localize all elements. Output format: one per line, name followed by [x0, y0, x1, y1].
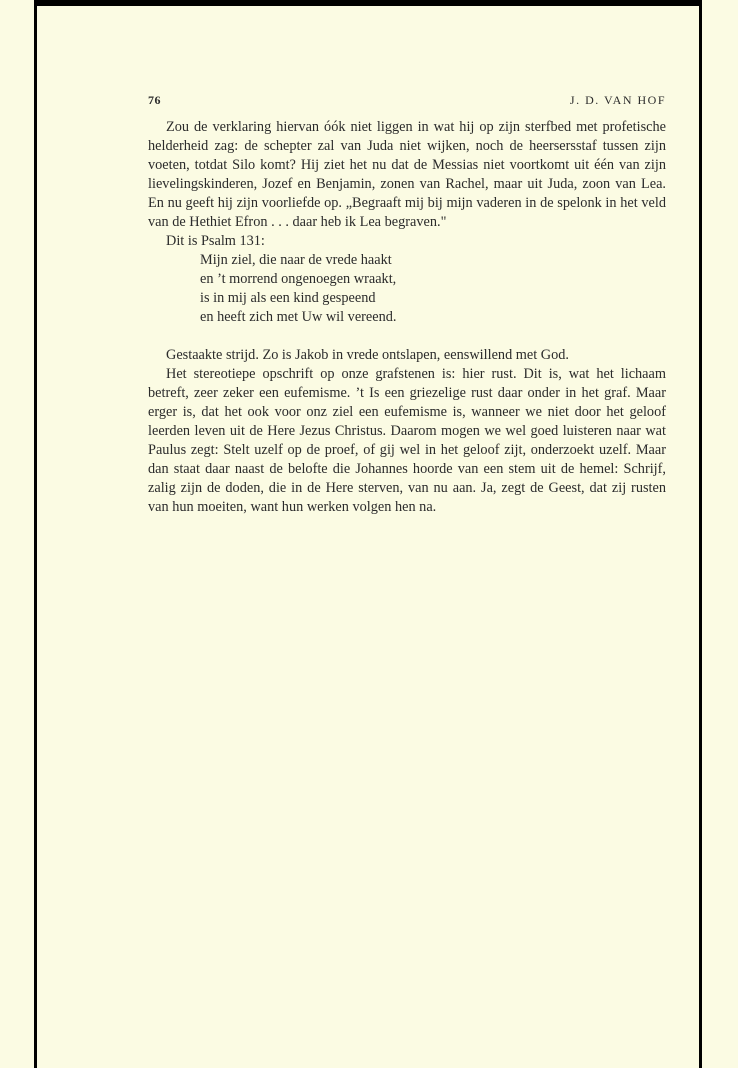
psalm-verse	[200, 251, 666, 327]
psalm-intro: Dit is Psalm 131:	[166, 233, 265, 249]
scan-edge-left	[34, 0, 37, 1068]
verse-line: is in mij als een kind gespeend	[200, 290, 376, 306]
verse-line: Mijn ziel, die naar de vrede haakt	[200, 252, 392, 268]
scan-edge-top	[34, 0, 702, 6]
running-head-author: J. D. VAN HOF	[569, 93, 666, 107]
scan-edge-right	[699, 0, 702, 1068]
verse-line: en heeft zich met Uw wil vereend.	[200, 309, 397, 325]
page-number: 76	[148, 93, 161, 107]
body-text	[148, 118, 666, 517]
verse-line: en ’t morrend ongenoegen wraakt,	[200, 271, 397, 287]
paragraph-1: Zou de verklaring hiervan óók niet liggen in wat hij op zijn sterfbed met profetische helderheid zag: de schepter zal van Juda niet wijken, noch de heersersstaf tussen zijn voeten, totdat Silo komt? Hij ziet het nu dat de Messias niet voortkomt uit één van zijn lievelingskinderen, Jozef en Benjamin, zonen van Rachel, maar uit Juda, zoon van Lea. En nu geeft hij zijn voorliefde op. „Begraaft mij bij mijn vaderen in de spelonk in het veld van de Hethiet Efron . . . daar heb ik Lea begraven."	[148, 119, 666, 230]
paragraph-3: Het stereotiepe opschrift op onze grafstenen is: hier rust. Dit is, wat het lichaam betreft, zeer zeker een eufemisme. ’t Is een griezelige rust daar onder in het graf. Maar erger is, dat het ook voor onz ziel een eufemisme is, wanneer we niet door het geloof leerden leven uit de Here Jezus Christus. Daarom mogen we wel goed luisteren naar wat Paulus zegt: Stelt uzelf op de proef, of gij wel in het geloof zijt, onderzoekt uzelf. Maar dan staat daar naast de belofte die Johannes hoorde van een stem uit de hemel: Schrijf, zalig zijn de doden, die in de Here sterven, van nu aan. Ja, zegt de Geest, dat zij rusten van hun moeiten, want hun werken volgen hen na.	[148, 366, 666, 515]
paragraph-2: Gestaakte strijd. Zo is Jakob in vrede ontslapen, eenswillend met God.	[166, 347, 570, 363]
